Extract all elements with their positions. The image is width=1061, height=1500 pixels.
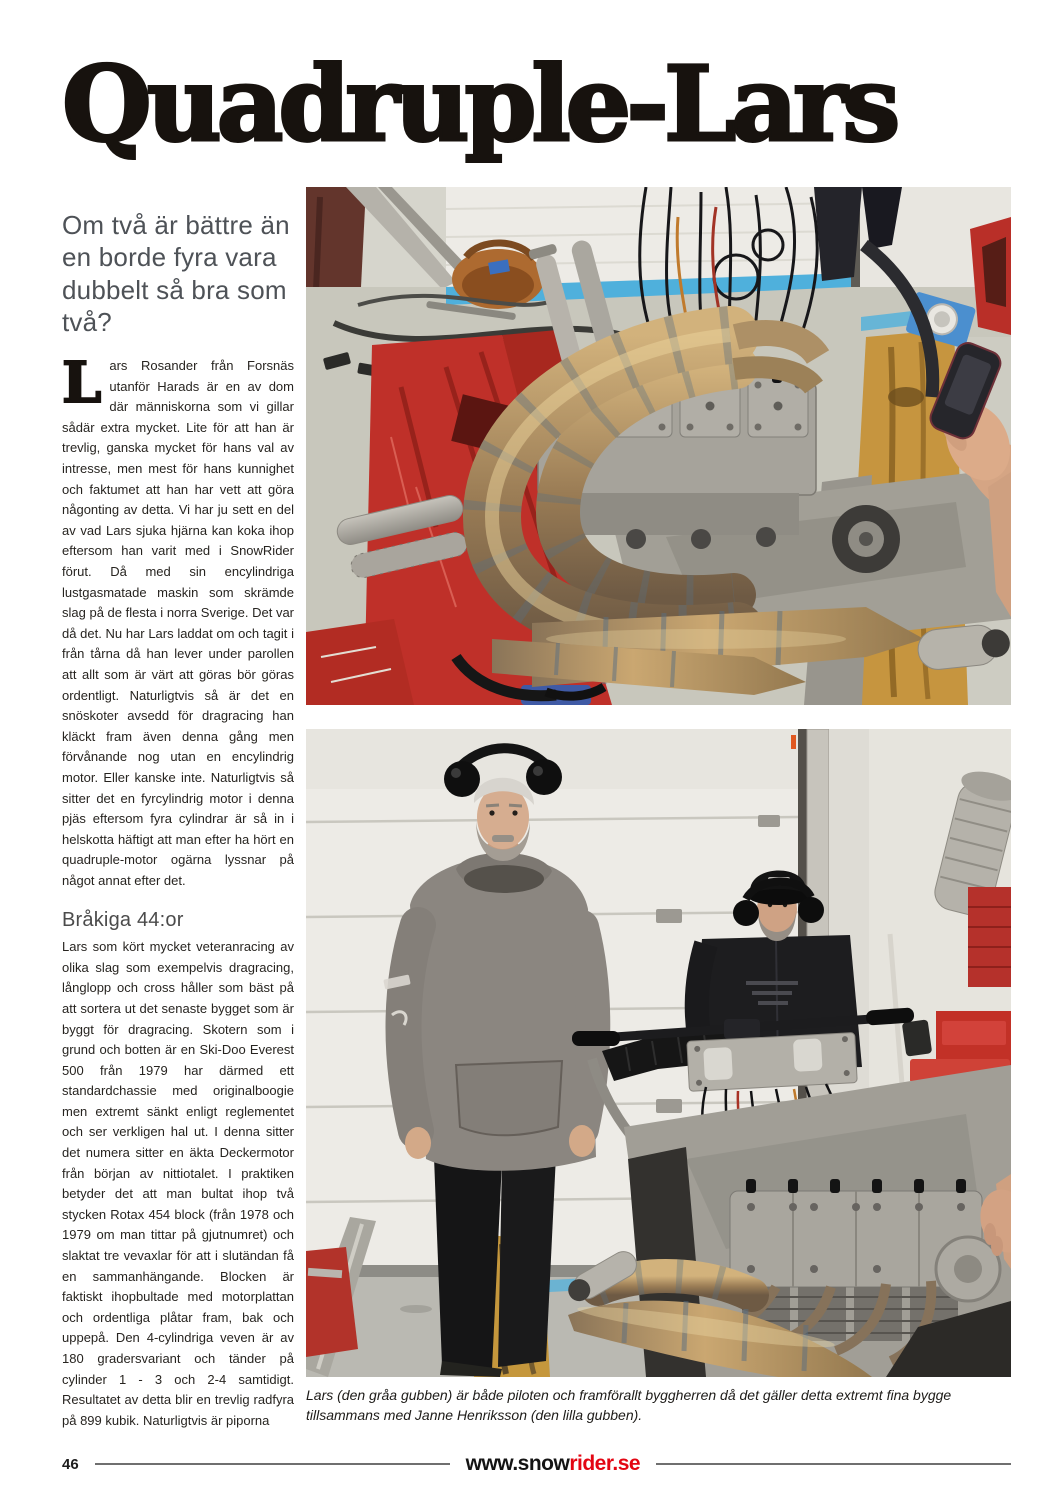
footer-rule-left bbox=[95, 1463, 450, 1465]
footer-rule-right bbox=[656, 1463, 1011, 1465]
body-text bbox=[62, 350, 294, 1431]
mounting-plate bbox=[687, 1033, 857, 1092]
page-footer bbox=[62, 1452, 1011, 1476]
hoodie-pocket bbox=[456, 1061, 562, 1135]
logo-prefix: www.snow bbox=[465, 1452, 570, 1475]
page-number: 46 bbox=[62, 1455, 79, 1473]
logo-suffix: rider.se bbox=[569, 1452, 641, 1475]
drop-cap: L bbox=[62, 350, 102, 417]
paragraph-1 bbox=[62, 350, 294, 891]
builders-photo bbox=[306, 729, 1011, 1377]
photo-caption: Lars (den gråa gubben) är både piloten och framförallt byggherren då det gäller detta extremt fina bygge tillsammans med Janne Henriksson (den lilla gubben). bbox=[306, 1387, 952, 1424]
engine-photo bbox=[306, 187, 1011, 705]
standfirst: Om två är bättre än en borde fyra vara dubbelt så bra som två? bbox=[62, 210, 290, 337]
page-title: Quadruple-Lars bbox=[62, 44, 896, 165]
text-column bbox=[62, 187, 294, 1437]
content-area bbox=[62, 187, 1011, 1437]
paragraph-2: Lars som kört mycket veteranracing av olika slag som exempelvis dragracing, långlopp och cross håller som bäst på att sortera ut det senaste bygget som är byggt för dragracing. Skotern som i grund och botten är en Ski-Doo Everest 500 från 1979 har därmed ett standardchassie med originalboogie men extremt sänkt enligt reglementet och ser verkligen hal ut. I denna sitter det numera sitter en äkta Deckermotor från början av nittiotalet. I praktiken betyder det att man bultat ihop två stycken Rotax 454 block (från 1978 och 1979 om man tittar på gjutnumret) och slaktat tre vevaxlar för att i slutändan få en sammanhängande. Blocken är faktiskt ihopbultade med motorplattan och ordentliga plåtar fram, bak och uppepå. Den 4-cylindriga veven är av 180 gradersvariant och tänder på cylinder 1 - 3 och 2-4 samtidigt. Resultatet av detta blir en trevlig radfyra på 899 kubik. Naturligtvis är piporna bbox=[62, 939, 294, 1428]
subhead: Bråkiga 44:or bbox=[62, 908, 184, 931]
paragraph-1-text: ars Rosander från Forsnäs utanför Harads är en av dom där människorna som vi gillar sådär extra mycket. Lite för att han är trevlig, ganska mycket för hans val av intresse, men mest för hans kunnighet och faktumet att han har vett att göra någonting av detta. Vi har ju sett en del av vad Lars sjuka hjärna kan koka ihop eftersom han varit med i SnowRider förut. Då med sin encylindriga lustgasmatade maskin som skrämde slag på de flesta i norra Sverige. Det var då det. Nu har Lars laddat om och tagit i från tårna då han lever under parollen att allt som är värt att göras bör göras ordentligt. Naturligtvis så är det en snöskoter avsedd för dragracing han kläckt fram även denna gång men förvånande nog utan en encylindrig motor. Eller kanske inte. Naturligtvis så sitter det en fyrcylindrig motor i denna pjäs eftersom fyra cylindrar är så in i helskotta häftigt att man efter ha hört en quadruple-motor ogärna lyssnar på något annat efter det. bbox=[62, 358, 294, 888]
photo-column bbox=[306, 187, 1011, 1437]
top-photo-figure bbox=[306, 187, 1011, 705]
snowrider-logo bbox=[466, 1452, 640, 1476]
bottom-photo-figure bbox=[306, 729, 1011, 1426]
